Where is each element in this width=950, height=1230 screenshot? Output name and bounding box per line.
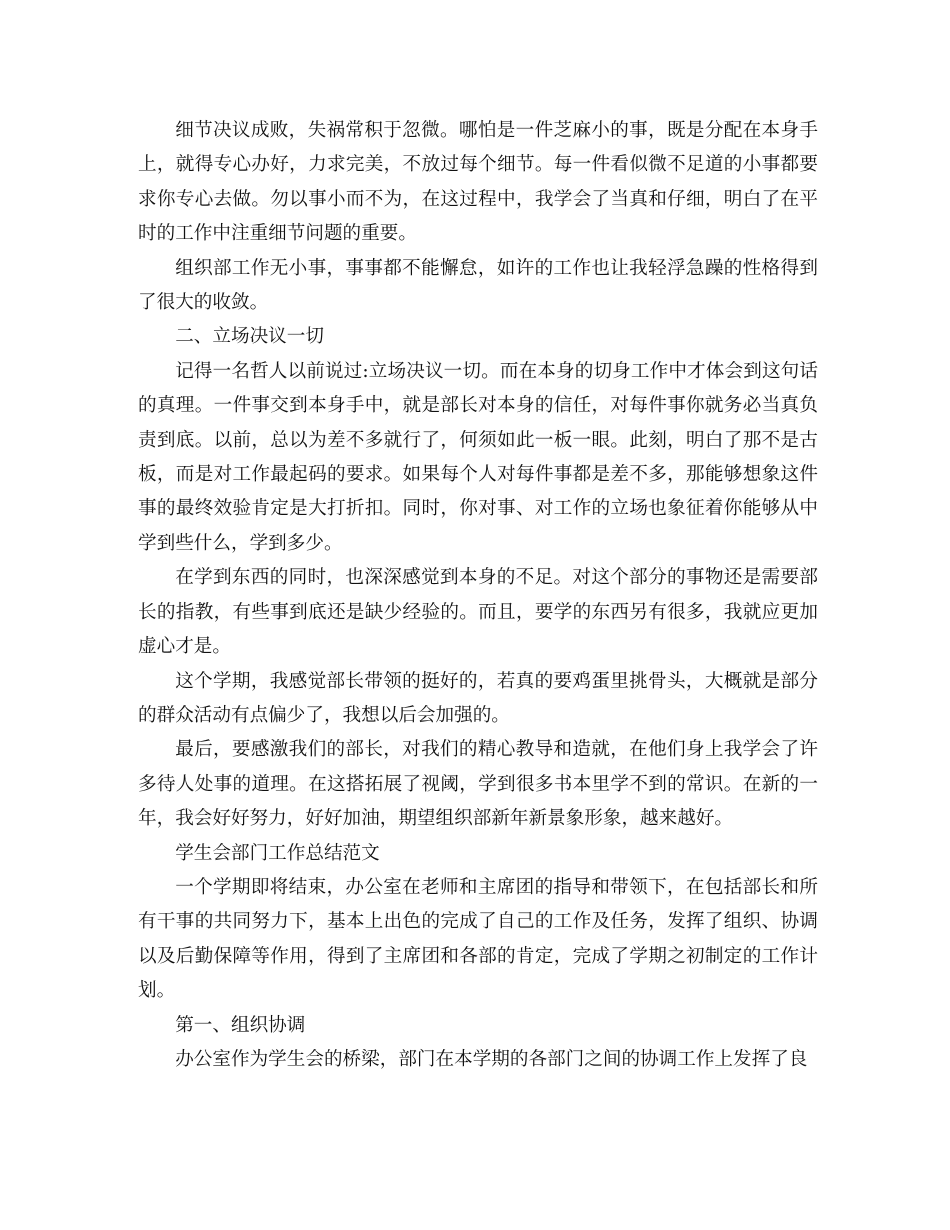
paragraph-coordination: 办公室作为学生会的桥梁，部门在本学期的各部门之间的协调工作上发挥了良 [175,1048,808,1070]
section-heading-attitude: 二、立场决议一切 [175,326,324,348]
paragraph-gratitude: 最后，要感激我们的部长，对我们的精心教导和造就，在他们身上我学会了许多待人处事的道理。在这搭拓展了视阈，学到很多书本里学不到的常识。在新的一年，我会好好努力，好好加油，期望组织部新年新景象形象，越来越好。 [138,739,818,830]
paragraph-details: 细节决议成败，失祸常积于忽微。哪怕是一件芝麻小的事，既是分配在本身手上，就得专心办好，力求完美，不放过每个细节。每一件看似微不足道的小事都要求你专心去做。勿以事小而不为，在这过程中，我学会了当真和仔细，明白了在平时的工作中注重细节问题的重要。 [138,120,818,245]
section-heading-coordination: 第一、组织协调 [175,1014,306,1036]
paragraph-attitude: 记得一名哲人以前说过:立场决议一切。而在本身的切身工作中才体会到这句话的真理。一件事交到本身手中，就是部长对本身的信任，对每件事你就务必当真负责到底。以前，总以为差不多就行了，何须如此一板一眼。此刻，明白了那不是古板，而是对工作最起码的要求。如果每个人对每件事都是差不多，那能够想象这件事的最终效验肯定是大打折扣。同时，你对事、对工作的立场也象征着你能够从中学到些什么，学到多少。 [138,360,818,554]
section-heading-summary-sample: 学生会部门工作总结范文 [175,842,380,864]
paragraph-shortcomings: 在学到东西的同时，也深深感觉到本身的不足。对这个部分的事物还是需要部长的指教，有些事到底还是缺少经验的。而且，要学的东西另有很多，我就应更加虚心才是。 [138,567,818,658]
document-body [138,114,818,1077]
paragraph-organization-work: 组织部工作无小事，事事都不能懈怠，如许的工作也让我轻浮急躁的性格得到了很大的收敛。 [138,257,818,314]
paragraph-office-summary: 一个学期即将结束，办公室在老师和主席团的指导和带领下，在包括部长和所有干事的共同努力下，基本上出色的完成了自己的工作及任务，发挥了组织、协调以及后勤保障等作用，得到了主席团和各部的肯定，完成了学期之初制定的工作计划。 [138,876,818,1002]
paragraph-semester-feedback: 这个学期，我感觉部长带领的挺好的，若真的要鸡蛋里挑骨头，大概就是部分的群众活动有点偏少了，我想以后会加强的。 [138,670,818,726]
